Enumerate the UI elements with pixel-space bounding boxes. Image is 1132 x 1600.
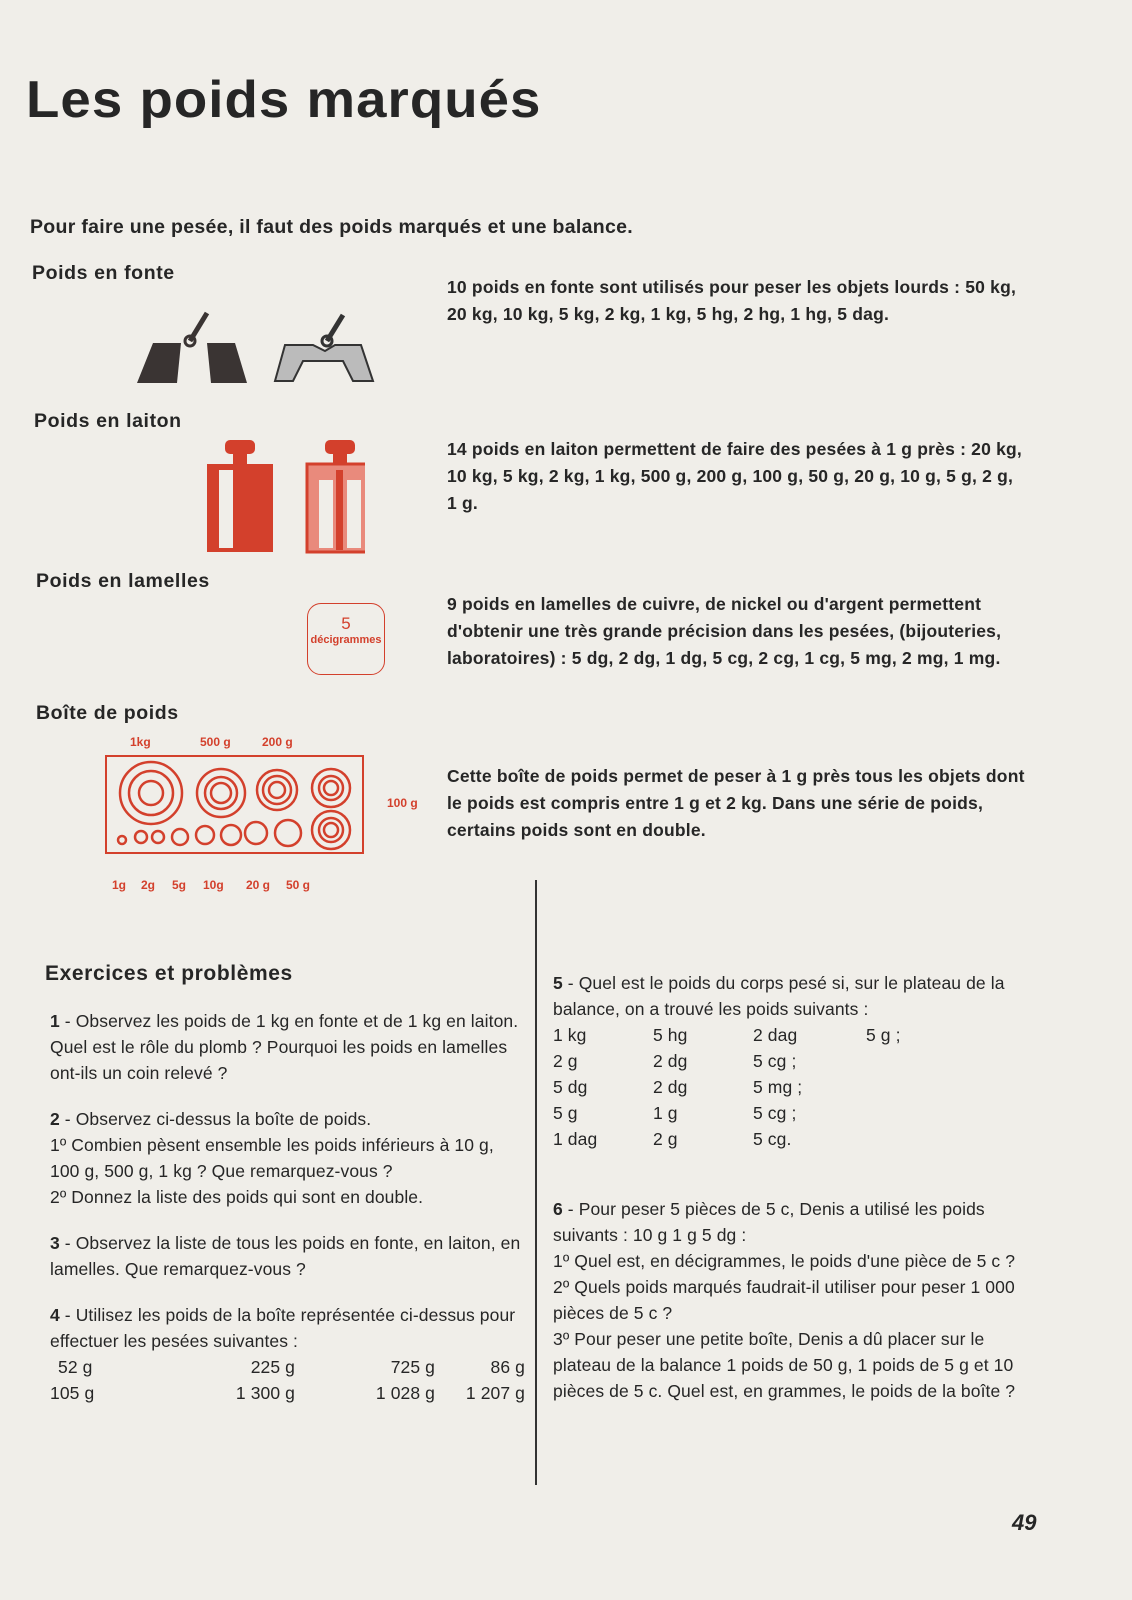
weight-value: 5 g ;	[866, 1025, 901, 1045]
weight-value: 5 cg.	[753, 1129, 792, 1149]
lamelle-weight-icon	[307, 603, 385, 675]
exercise-number: 2	[50, 1109, 60, 1129]
text-fonte: 10 poids en fonte sont utilisés pour peser les objets lourds : 50 kg, 20 kg, 10 kg, 5 kg, 2 kg, 1 kg, 5 hg, 2 hg, 1 hg, 5 dag.	[447, 277, 1017, 324]
exercise-2	[50, 1106, 528, 1210]
weight-value: 725 g	[390, 1357, 435, 1377]
exercise-3	[50, 1230, 528, 1282]
weight-value: 5 g	[553, 1103, 578, 1123]
exercise-number: 1	[50, 1011, 60, 1031]
exercise-1	[50, 1008, 528, 1086]
text-boite: Cette boîte de poids permet de peser à 1 g près tous les objets dont le poids est compris entre 1 g et 2 kg. Dans une série de poids, certains poids sont en double.	[447, 766, 1025, 840]
weight-value: 1 g	[653, 1103, 678, 1123]
label-2g: 2g	[141, 878, 156, 892]
exercise-question: 2º Donnez la liste des poids qui sont en double.	[50, 1187, 424, 1207]
exercises-heading: Exercices et problèmes	[45, 962, 293, 985]
weight-value: 1 207 g	[465, 1383, 525, 1403]
exercise-number: 6	[553, 1199, 563, 1219]
weight-value	[866, 1100, 946, 1126]
exercise-text: - Observez ci-dessus la boîte de poids.	[59, 1109, 372, 1129]
lamelle-value: 5	[341, 614, 351, 633]
label-5g: 5g	[172, 878, 187, 892]
label-20g: 20 g	[246, 878, 271, 892]
weight-value: 86 g	[490, 1357, 525, 1377]
weight-value: 2 g	[653, 1129, 678, 1149]
label-1g: 1g	[112, 878, 127, 892]
weight-value: 5 cg ;	[753, 1103, 797, 1123]
weight-value: 5 mg ;	[753, 1077, 803, 1097]
intro-text: Pour faire une pesée, il faut des poids marqués et une balance.	[30, 216, 633, 238]
heading-laiton: Poids en laiton	[34, 410, 182, 432]
exercise-4	[50, 1302, 528, 1406]
exercise-text: - Observez les poids de 1 kg en fonte et de 1 kg en laiton. Quel est le rôle du plomb ? Pourquoi les poids en lamelles ont-ils un coin relevé ?	[50, 1011, 519, 1083]
weight-value: 5 dg	[553, 1077, 588, 1097]
label-1kg: 1kg	[130, 735, 151, 749]
cast-iron-weights-icon	[135, 305, 375, 385]
lamelle-unit: décigrammes	[310, 634, 382, 646]
weight-value: 2 dg	[653, 1051, 688, 1071]
weight-value: 1 300 g	[235, 1383, 295, 1403]
exercise-text: - Quel est le poids du corps pesé si, sur le plateau de la balance, on a trouvé les poids suivants :	[553, 973, 1005, 1019]
exercises-left-column	[50, 1008, 528, 1406]
weight-value	[866, 1048, 946, 1074]
exercise-number: 3	[50, 1233, 60, 1253]
weight-value	[866, 1074, 946, 1100]
weight-value: 225 g	[250, 1357, 295, 1377]
weight-value: 1 028 g	[375, 1383, 435, 1403]
weight-value: 2 dg	[653, 1077, 688, 1097]
heading-fonte: Poids en fonte	[32, 262, 175, 284]
brass-weights-icon	[205, 440, 365, 555]
exercise-text: - Observez la liste de tous les poids en fonte, en laiton, en lamelles. Que remarquez-vous ?	[50, 1233, 521, 1279]
exercise-question: 3º Pour peser une petite boîte, Denis a dû placer sur le plateau de la balance 1 poids de 50 g, 1 poids de 5 g et 10 pièces de 5 c. Quel est, en grammes, le poids de la boîte ?	[553, 1329, 1016, 1401]
exercise-text: - Utilisez les poids de la boîte représentée ci-dessus pour effectuer les pesées suivantes :	[50, 1305, 516, 1351]
exercise-6	[553, 1196, 1023, 1404]
page-number: 49	[1012, 1510, 1037, 1535]
weight-value: 5 cg ;	[753, 1051, 797, 1071]
exercise-4-values	[50, 1354, 528, 1406]
label-50g: 50 g	[286, 878, 311, 892]
heading-boite: Boîte de poids	[36, 702, 179, 724]
weight-value: 105 g	[50, 1383, 95, 1403]
weight-box-slots-icon	[107, 757, 362, 852]
column-divider	[535, 880, 537, 1485]
exercise-question: 1º Combien pèsent ensemble les poids inférieurs à 10 g, 100 g, 500 g, 1 kg ? Que remarquez-vous ?	[50, 1135, 494, 1181]
weight-value: 2 g	[553, 1051, 578, 1071]
label-100g: 100 g	[387, 796, 418, 810]
exercise-text: - Pour peser 5 pièces de 5 c, Denis a utilisé les poids suivants : 10 g 1 g 5 dg :	[553, 1199, 985, 1245]
weight-value: 2 dag	[753, 1025, 798, 1045]
heading-lamelles: Poids en lamelles	[36, 570, 210, 592]
label-500g: 500 g	[200, 735, 231, 749]
exercise-question: 1º Quel est, en décigrammes, le poids d'une pièce de 5 c ?	[553, 1251, 1016, 1271]
weight-value: 1 dag	[553, 1129, 598, 1149]
label-200g: 200 g	[262, 735, 293, 749]
weight-value: 1 kg	[553, 1025, 587, 1045]
text-laiton: 14 poids en laiton permettent de faire des pesées à 1 g près : 20 kg, 10 kg, 5 kg, 2 kg, 1 kg, 500 g, 200 g, 100 g, 50 g, 20 g, 10 g, 5 g, 2 g, 1 g.	[447, 439, 1022, 513]
page-title: Les poids marqués	[26, 71, 542, 129]
exercise-5-values	[553, 1022, 1023, 1152]
text-lamelles: 9 poids en lamelles de cuivre, de nickel ou d'argent permettent d'obtenir une très grande précision dans les pesées, (bijouteries, laboratoires) : 5 dg, 2 dg, 1 dg, 5 cg, 2 cg, 1 cg, 5 mg, 2 mg, 1 mg.	[447, 594, 1002, 668]
exercise-number: 5	[553, 973, 563, 993]
weight-box-diagram	[105, 755, 364, 854]
exercise-5	[553, 970, 1023, 1152]
label-10g: 10g	[203, 878, 224, 892]
exercises-right-column	[553, 970, 1023, 1404]
weight-value	[866, 1126, 946, 1152]
weight-value: 52 g	[58, 1357, 93, 1377]
exercise-question: 2º Quels poids marqués faudrait-il utiliser pour peser 1 000 pièces de 5 c ?	[553, 1277, 1015, 1323]
weight-value: 5 hg	[653, 1025, 688, 1045]
exercise-number: 4	[50, 1305, 60, 1325]
